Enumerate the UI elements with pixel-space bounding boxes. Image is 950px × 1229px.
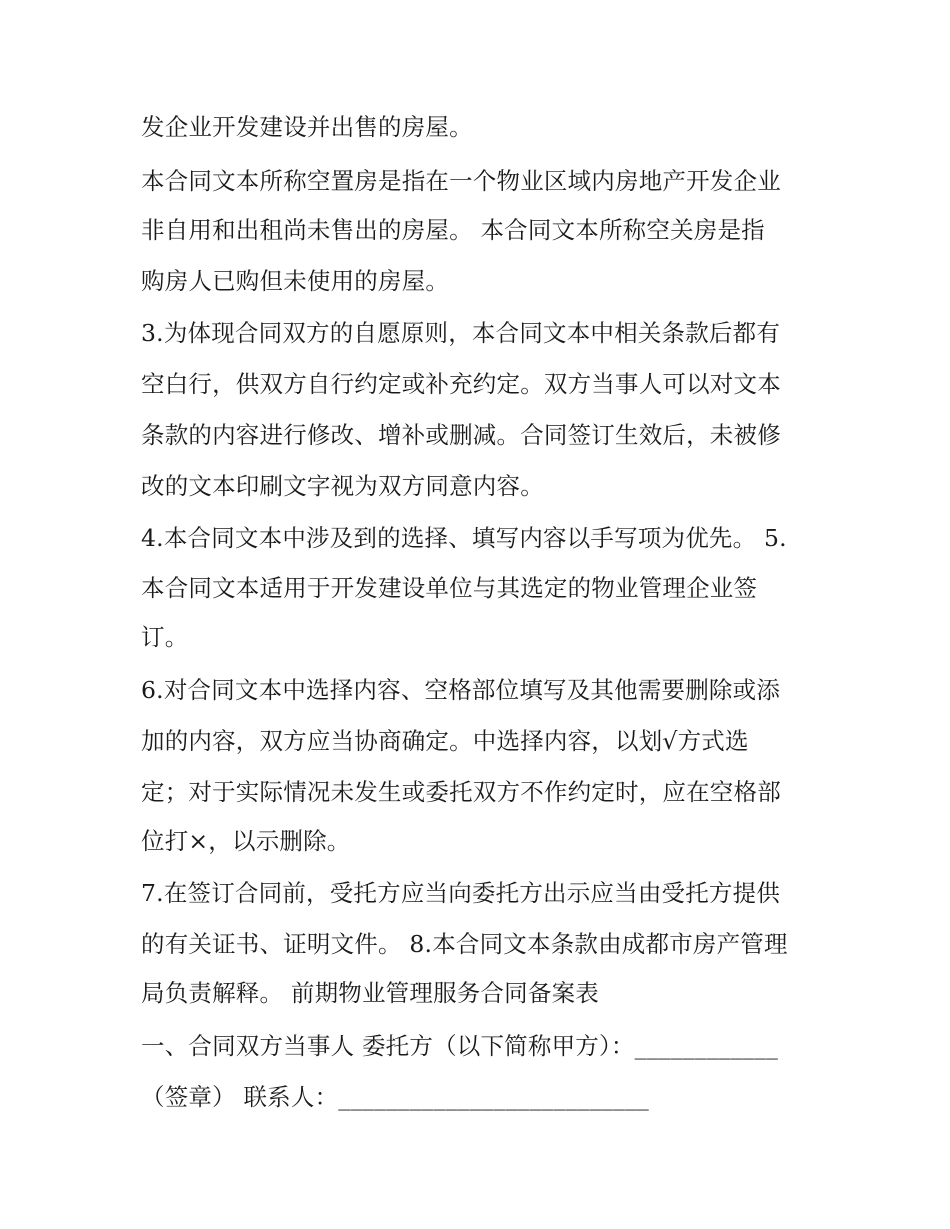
text-line: 7.在签订合同前，受托方应当向委托方出示应当由受托方提供 xyxy=(141,879,781,907)
text-line: 本合同文本适用于开发建设单位与其选定的物业管理企业签 xyxy=(141,574,758,602)
text-line: 本合同文本所称空置房是指在一个物业区域内房地产开发企业 xyxy=(141,167,781,195)
text-line: 定；对于实际情况未发生或委托双方不作约定时，应在空格部 xyxy=(141,778,781,806)
text-line: 订。 xyxy=(141,623,189,651)
text-line: 购房人已购但未使用的房屋。 xyxy=(141,267,450,295)
text-line: 一、合同双方当事人 委托方（以下简称甲方）：____________ xyxy=(141,1032,779,1060)
text-line: 加的内容，双方应当协商确定。中选择内容，以划√方式选 xyxy=(141,727,749,755)
text-line: 空白行，供双方自行约定或补充约定。双方当事人可以对文本 xyxy=(141,370,781,398)
text-line: 4.本合同文本中涉及到的选择、填写内容以手写项为优先。 5. xyxy=(141,524,787,552)
text-line: 条款的内容进行修改、增补或删减。合同签订生效后，未被修 xyxy=(141,421,781,449)
text-line: 3.为体现合同双方的自愿原则，本合同文本中相关条款后都有 xyxy=(141,319,781,347)
text-line: 局负责解释。 前期物业管理服务合同备案表 xyxy=(141,979,599,1007)
text-line: 位打×，以示删除。 xyxy=(141,827,351,855)
text-line: 6.对合同文本中选择内容、空格部位填写及其他需要删除或添 xyxy=(141,676,781,704)
text-line: 改的文本印刷文字视为双方同意内容。 xyxy=(141,472,544,500)
text-line: （签章） 联系人：__________________________ xyxy=(141,1083,649,1111)
text-line: 的有关证书、证明文件。 8.本合同文本条款由成都市房产管理 xyxy=(141,930,788,958)
text-line: 发企业开发建设并出售的房屋。 xyxy=(141,113,473,141)
text-line: 非自用和出租尚未售出的房屋。 本合同文本所称空关房是指 xyxy=(141,216,765,244)
